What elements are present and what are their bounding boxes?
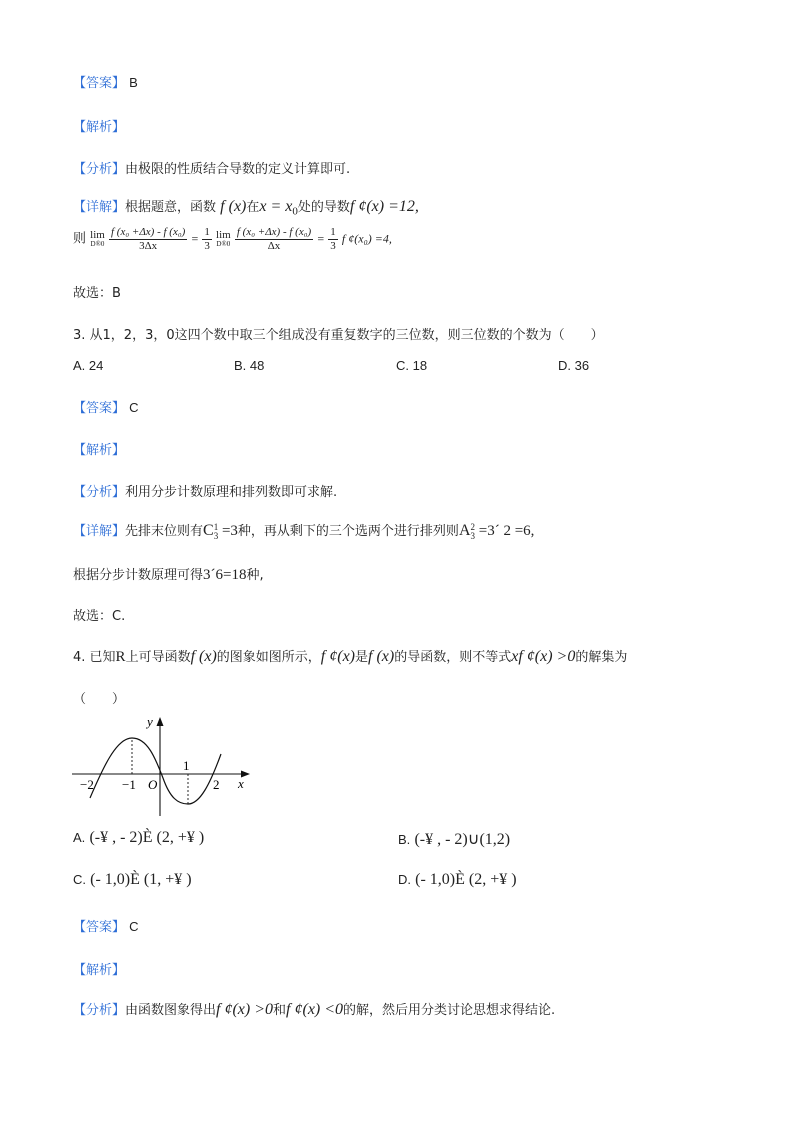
- analysis-tag: 【解析】: [73, 963, 126, 978]
- sup: 1: [213, 522, 219, 533]
- q3-option-a: A. 24: [73, 358, 104, 373]
- text: 是: [355, 650, 369, 665]
- answer-line: [73, 397, 139, 416]
- answer-value: B: [129, 75, 138, 90]
- combination-c: C: [203, 522, 214, 539]
- text: 种,: [246, 568, 264, 583]
- arrangement-a: A: [458, 522, 471, 539]
- tick-2: 2: [213, 777, 220, 792]
- text: 由函数图象得出: [125, 1003, 217, 1018]
- y-arrow-icon: [157, 717, 164, 726]
- ze-text: 则: [73, 231, 87, 247]
- math-negative: f ¢(x) <0: [286, 1001, 344, 1018]
- text: 的导函数，则不等式: [394, 650, 512, 665]
- answer-tag: 【答案】: [73, 401, 126, 416]
- frac-num: 1: [204, 226, 210, 238]
- text: 和: [273, 1003, 287, 1018]
- fenxi-line: [73, 481, 337, 500]
- q4-paren: （ ）: [73, 692, 126, 707]
- curve: [90, 738, 221, 804]
- option-letter: D.: [398, 872, 411, 887]
- option-expr: (- 1,0)È (1, +¥ ): [90, 871, 192, 888]
- q4-option-c: [73, 871, 192, 889]
- lim-under: D®0: [90, 240, 105, 249]
- answer-line: [73, 72, 138, 91]
- frac-den: 3Δx: [139, 239, 158, 252]
- function-graph: [70, 712, 260, 822]
- fenxi-tag: 【分析】: [73, 485, 126, 500]
- math-sub: 0: [292, 205, 298, 218]
- fenxi-text: 由极限的性质结合导数的定义计算即可.: [125, 162, 351, 177]
- fraction-1: [109, 226, 187, 252]
- x-label: x: [238, 776, 244, 791]
- limit-formula: [73, 226, 392, 252]
- math-fx: f (x): [190, 648, 217, 665]
- q3-option-b: B. 48: [234, 358, 265, 373]
- q3-option-d: D. 36: [558, 358, 590, 373]
- xiangjie-line: [73, 520, 534, 540]
- q3-question: 3. 从1，2，3，0这四个数中取三个组成没有重复数字的三位数，则三位数的个数为（ ）: [73, 328, 604, 343]
- text: 上可导函数: [125, 650, 191, 665]
- choose-line: 故选：C.: [73, 609, 126, 624]
- fenxi-tag: 【分析】: [73, 1003, 126, 1018]
- q4-option-d: [398, 871, 517, 889]
- tick-neg1: −1: [122, 777, 136, 792]
- q4-option-b: [398, 829, 510, 849]
- text: 的解集为: [575, 650, 628, 665]
- equals: =: [317, 231, 325, 246]
- math-fx: f (x): [368, 648, 395, 665]
- math-fx: f (x): [220, 198, 247, 215]
- fraction-third: [328, 226, 338, 252]
- math-fprime: f ¢(x) =12,: [349, 198, 419, 215]
- analysis-tag: 【解析】: [73, 120, 126, 135]
- xj-text: 根据题意，函数: [125, 200, 217, 215]
- lim-operator: [216, 230, 231, 248]
- lim-word: lim: [216, 229, 231, 242]
- math-x-eq: x = x: [259, 198, 293, 215]
- fenxi-text: 利用分步计数原理和排列数即可求解.: [125, 485, 338, 500]
- xj-text: 处的导数: [297, 200, 350, 215]
- fraction-2: [235, 226, 313, 252]
- sup: 2: [470, 522, 475, 533]
- answer-value: C: [129, 919, 139, 934]
- sub: 3: [213, 530, 219, 541]
- answer-tag: 【答案】: [73, 76, 126, 91]
- answer-tag: 【答案】: [73, 920, 126, 935]
- fenxi-tag: 【分析】: [73, 162, 126, 177]
- xj-text: 在: [246, 200, 260, 215]
- lim-under: D®0: [216, 240, 231, 249]
- xiangjie-tag: 【详解】: [73, 524, 126, 539]
- fenxi-line: [73, 999, 555, 1019]
- y-label: y: [147, 714, 153, 729]
- xj-text: 先排末位则有: [125, 524, 204, 539]
- q4-option-a: [73, 829, 204, 847]
- q3-line2: [73, 564, 264, 584]
- answer-value: C: [129, 400, 139, 415]
- math-inequality: xf ¢(x) >0: [511, 648, 576, 665]
- equals: =: [191, 231, 199, 246]
- origin-label: O: [148, 777, 158, 792]
- fraction-third: [202, 226, 212, 252]
- answer-line: [73, 916, 139, 935]
- fenxi-line: [73, 158, 350, 177]
- limit-result: f ¢(x₀) =4,: [341, 231, 392, 246]
- combination-value: =3: [218, 523, 238, 539]
- lim-word: lim: [90, 229, 105, 242]
- q3-option-c: C. 18: [396, 358, 428, 373]
- xiangjie-line: [73, 196, 419, 218]
- set-R: R: [115, 649, 126, 665]
- option-expr: (- 1,0)È (2, +¥ ): [415, 871, 517, 888]
- frac-den: 3: [204, 239, 210, 252]
- tick-neg2: −2: [80, 777, 94, 792]
- option-expr: (-¥ , - 2)È (2, +¥ ): [89, 829, 205, 846]
- analysis-tag: 【解析】: [73, 443, 126, 458]
- frac-den: Δx: [267, 239, 281, 252]
- frac-num: f (x₀ +Δx) - f (x₀): [110, 226, 186, 238]
- product: 3´6=18: [203, 567, 247, 583]
- math-fprime: f ¢(x): [320, 648, 355, 665]
- choose-line: 故选：B: [73, 286, 121, 301]
- text: 根据分步计数原理可得: [73, 568, 204, 583]
- xj-text: 种，再从剩下的三个选两个进行排列则: [237, 524, 459, 539]
- text: 的解，然后用分类讨论思想求得结论.: [343, 1003, 556, 1018]
- frac-num: 1: [330, 226, 336, 238]
- arrangement-value: =3´ 2 =6,: [475, 523, 535, 539]
- option-expr: (-¥ , - 2)∪(1,2): [414, 831, 511, 848]
- text: 4. 已知: [73, 650, 116, 665]
- xiangjie-tag: 【详解】: [73, 200, 126, 215]
- option-letter: C.: [73, 872, 86, 887]
- tick-1: 1: [183, 758, 190, 773]
- q4-question: [73, 646, 627, 666]
- text: 的图象如图所示，: [216, 650, 321, 665]
- lim-operator: [90, 230, 105, 248]
- math-positive: f ¢(x) >0: [216, 1001, 274, 1018]
- frac-num: f (x₀ +Δx) - f (x₀): [236, 226, 312, 238]
- frac-den: 3: [330, 239, 336, 252]
- option-letter: A.: [73, 830, 86, 845]
- option-letter: B.: [398, 832, 411, 847]
- sub: 3: [470, 530, 475, 541]
